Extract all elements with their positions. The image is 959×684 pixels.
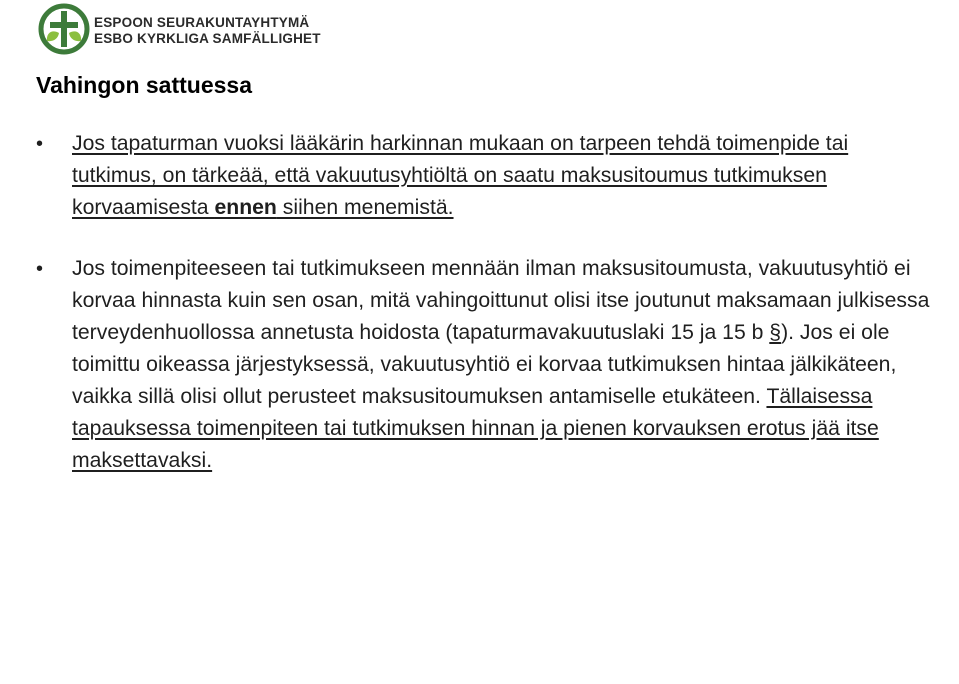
- bullet-dot: •: [36, 258, 44, 280]
- organization-logo: [38, 3, 321, 55]
- bullet1-text: [72, 132, 848, 219]
- bullet1-text-b: siihen menemistä.: [276, 196, 454, 219]
- bullet2-section-sign: §: [769, 321, 782, 344]
- bullet2-text-a: Jos toimenpiteeseen tai tutkimukseen mennään ilman maksusitoumusta, vakuutusyhtiö ei korvaa hinnasta kuin sen osan, mitä vahingoittunut olisi itse joutunut maksamaan julkisessa terveydenhuollossa annetusta hoidosta (tapaturmavakuutuslaki 15 ja 15 b: [72, 257, 930, 344]
- organization-name-swedish: ESBO KYRKLIGA SAMFÄLLIGHET: [94, 31, 321, 46]
- page-heading: Vahingon sattuessa: [36, 72, 253, 98]
- bullet1-text-a: Jos tapaturman vuoksi lääkärin harkinnan mukaan on tarpeen tehdä toimenpide tai tutkimus, on tärkeää, että vakuutusyhtiöltä on saatu maksusitoumus tutkimuksen korvaamisesta: [72, 132, 849, 219]
- bullet-list: [36, 128, 936, 477]
- organization-name-finnish: ESPOON SEURAKUNTAYHTYMÄ: [94, 15, 310, 30]
- bullet-item-without-commitment: [36, 253, 936, 477]
- bullet-item-prior-commitment: [36, 128, 936, 224]
- church-cross-logo-icon: [38, 3, 90, 55]
- bullet2-text-b: ). Jos ei ole toimittu oikeassa järjestyksessä, vakuutusyhtiö ei korvaa tutkimuksen hintaa jälkikäteen, vaikka sillä olisi ollut perusteet maksusitoumuksen antamiselle etukäteen.: [72, 321, 897, 408]
- bullet-dot: •: [36, 133, 44, 155]
- bullet2-underlined-text: Tällaisessa tapauksessa toimenpiteen tai tutkimuksen hinnan ja pienen korvauksen erotus jää itse maksettavaksi.: [72, 385, 879, 472]
- organization-name: [94, 15, 321, 47]
- bullet1-bold-word: ennen: [214, 196, 277, 219]
